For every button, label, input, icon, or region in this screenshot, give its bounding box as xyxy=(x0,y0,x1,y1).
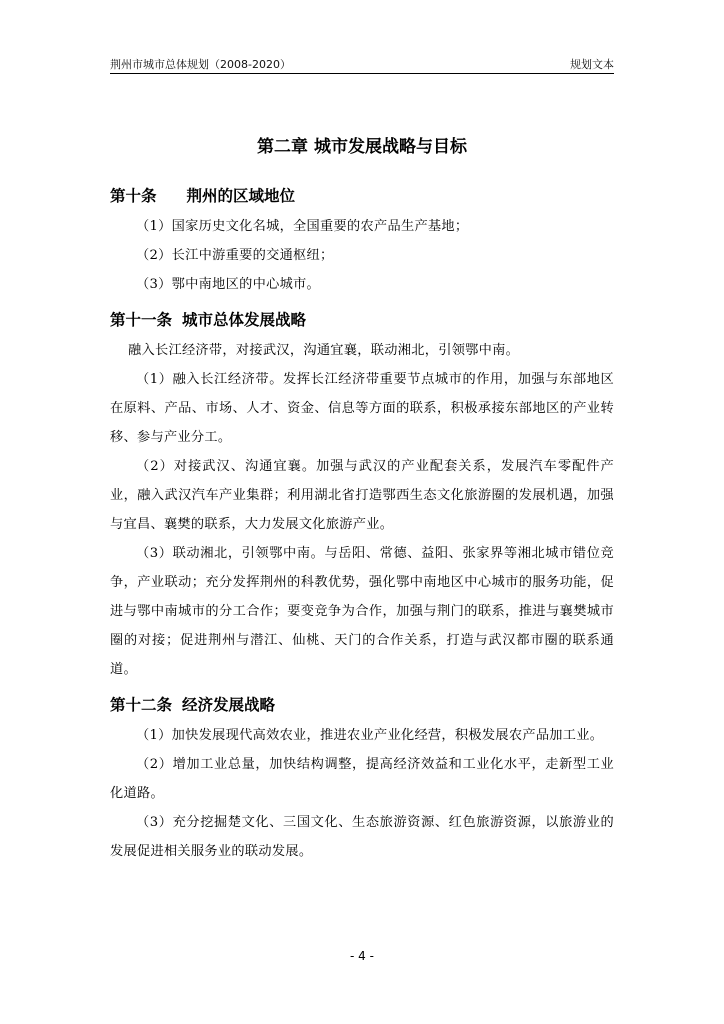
article-heading xyxy=(110,308,614,332)
article-title: 荆州的区域地位 xyxy=(186,187,296,205)
header-document-title: 荆州市城市总体规划（2008-2020） xyxy=(110,58,291,71)
article-number: 第十一条 xyxy=(110,311,173,329)
article-paragraph: （3）联动湘北，引领鄂中南。与岳阳、常德、益阳、张家界等湘北城市错位竞争，产业联动；充分发挥荆州的科教优势，强化鄂中南地区中心城市的服务功能，促进与鄂中南城市的分工合作；要变竞争为合作，加强与荆门的联系，推进与襄樊城市圈的对接；促进荆州与潜江、仙桃、天门的合作关系，打造与武汉都市圈的联系通道。 xyxy=(110,546,614,677)
article-10 xyxy=(110,184,614,299)
article-paragraph: （2）对接武汉、沟通宜襄。加强与武汉的产业配套关系，发展汽车零配件产业，融入武汉汽车产业集群；利用湖北省打造鄂西生态文化旅游圈的发展机遇，加强与宜昌、襄樊的联系，大力发展文化旅游产业。 xyxy=(110,459,614,532)
article-paragraph: （1）融入长江经济带。发挥长江经济带重要节点城市的作用，加强与东部地区在原料、产品、市场、人才、资金、信息等方面的联系，积极承接东部地区的产业转移、参与产业分工。 xyxy=(110,372,614,445)
page-header xyxy=(110,52,614,72)
article-paragraph: （3）鄂中南地区的中心城市。 xyxy=(136,277,321,292)
article-paragraph: （1）加快发展现代高效农业，推进农业产业化经营，积极发展农产品加工业。 xyxy=(136,728,604,743)
article-number: 第十二条 xyxy=(110,696,173,714)
article-heading xyxy=(110,693,614,717)
article-paragraph: （3）充分挖掘楚文化、三国文化、生态旅游资源、红色旅游资源，以旅游业的发展促进相关服务业的联动发展。 xyxy=(110,815,614,859)
article-12 xyxy=(110,693,614,866)
article-paragraph: （2）长江中游重要的交通枢纽； xyxy=(136,248,334,263)
article-number: 第十条 xyxy=(110,187,157,205)
page-content xyxy=(110,132,614,875)
article-11 xyxy=(110,308,614,684)
header-divider xyxy=(110,73,614,74)
article-paragraph: （1）国家历史文化名城，全国重要的农产品生产基地； xyxy=(136,219,469,234)
header-section-label: 规划文本 xyxy=(570,58,614,71)
article-title: 城市总体发展战略 xyxy=(182,311,307,329)
article-heading xyxy=(110,184,614,208)
article-title: 经济发展战略 xyxy=(182,696,276,714)
article-paragraph: （2）增加工业总量，加快结构调整，提高经济效益和工业化水平，走新型工业化道路。 xyxy=(110,757,614,801)
page-number: - 4 - xyxy=(350,949,374,963)
article-intro: 融入长江经济带，对接武汉，沟通宜襄，联动湘北，引领鄂中南。 xyxy=(128,343,520,358)
chapter-title: 第二章 城市发展战略与目标 xyxy=(257,137,467,157)
